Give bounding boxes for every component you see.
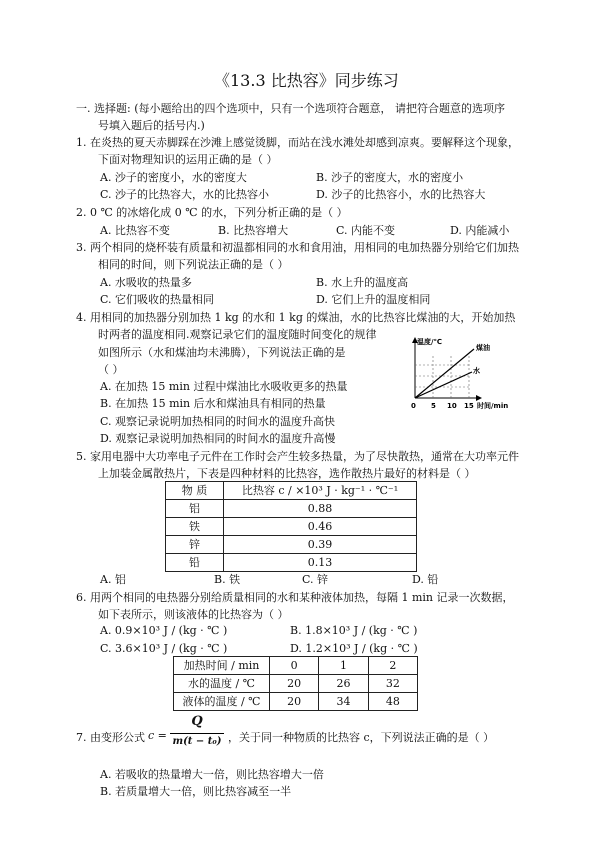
q2-option-d: D. 内能减小 xyxy=(450,224,510,237)
x-tick: 5 xyxy=(431,402,436,410)
q7-formula-lhs: c = xyxy=(148,729,167,742)
table-cell: 0 xyxy=(270,657,319,675)
water-label: 水 xyxy=(473,367,480,375)
q5-option-a: A. 铝 xyxy=(100,573,126,586)
table-cell: 水的温度 / ℃ xyxy=(174,675,270,693)
table-row xyxy=(166,482,417,500)
q1-option-c: C. 沙子的比热容大，水的比热容小 xyxy=(100,188,270,201)
q3-option-d: D. 它们上升的温度相同 xyxy=(316,293,431,306)
kerosene-label: 煤油 xyxy=(476,344,490,352)
q5-option-c: C. 锌 xyxy=(302,573,329,586)
q4-option-a: A. 在加热 15 min 过程中煤油比水吸收更多的热量 xyxy=(100,380,348,393)
q1-option-d: D. 沙子的比热容小，水的比热容大 xyxy=(316,188,486,201)
table-header: 比热容 c / ×10³ J · kg⁻¹ · ℃⁻¹ xyxy=(224,482,417,500)
q3-option-c: C. 它们吸收的热量相同 xyxy=(100,293,215,306)
x-tick: 10 xyxy=(447,402,457,410)
q5-stem: 5. 家用电器中大功率电子元件在工作时会产生较多热量，为了尽快散热，通常在大功率元件 xyxy=(76,450,519,463)
table-cell: 1 xyxy=(319,657,368,675)
q2-option-b: B. 比热容增大 xyxy=(218,224,289,237)
q2-stem: 2. 0 ℃ 的冰熔化成 0 ℃ 的水，下列分析正确的是（ ） xyxy=(76,206,348,219)
table-cell: 铁 xyxy=(166,518,224,536)
table-cell: 2 xyxy=(368,657,417,675)
q1-stem-cont: 下面对物理知识的运用正确的是（ ） xyxy=(98,153,278,166)
table-cell: 铅 xyxy=(166,554,224,572)
q5-option-d: D. 铅 xyxy=(412,573,439,586)
table-cell: 0.88 xyxy=(224,500,417,518)
q4-stem-cont: 时两者的温度相同.观察记录它们的温度随时间变化的规律 xyxy=(98,328,377,341)
table-header: 物 质 xyxy=(166,482,224,500)
q5-option-b: B. 铁 xyxy=(214,573,241,586)
x-tick: 15 xyxy=(464,402,474,410)
heating-data-table xyxy=(173,656,418,711)
table-row xyxy=(166,536,417,554)
temperature-time-graph xyxy=(405,335,517,415)
q7-option-a: A. 若吸收的热量增大一倍，则比热容增大一倍 xyxy=(100,768,324,781)
table-row xyxy=(174,675,418,693)
table-cell: 20 xyxy=(270,675,319,693)
q2-option-c: C. 内能不变 xyxy=(336,224,396,237)
section-heading: 一. 选择题: (每小题给出的四个选项中，只有一个选项符合题意， 请把符合题意的选项序 xyxy=(76,102,505,115)
table-row xyxy=(166,500,417,518)
table-cell: 加热时间 / min xyxy=(174,657,270,675)
q7-formula-denominator: m(t − t₀) xyxy=(172,736,222,747)
q6-stem: 6. 用两个相同的电热器分别给质量相同的水和某种液体加热，每隔 1 min 记录一次数据， xyxy=(76,591,514,604)
specific-heat-table xyxy=(165,481,417,572)
q7-option-b: B. 若质量增大一倍，则比热容减至一半 xyxy=(100,785,292,798)
q3-stem: 3. 两个相同的烧杯装有质量和初温都相同的水和食用油，用相同的电加热器分别给它们加热 xyxy=(76,241,519,254)
q4-answer-bracket: （ ） xyxy=(98,363,124,376)
q2-option-a: A. 比热容不变 xyxy=(100,224,170,237)
q6-option-b: B. 1.8×10³ J / (kg · ℃ ) xyxy=(290,624,418,637)
table-cell: 0.39 xyxy=(224,536,417,554)
q5-stem-cont: 上加装金属散热片，下表是四种材料的比热容，选作散热片最好的材料是（ ） xyxy=(98,467,476,480)
table-row xyxy=(174,657,418,675)
table-row xyxy=(174,693,418,711)
q7-fraction-bar xyxy=(170,733,224,734)
table-cell: 20 xyxy=(270,693,319,711)
q4-option-c: C. 观察记录说明加热相同的时间水的温度升高快 xyxy=(100,415,336,428)
table-cell: 铝 xyxy=(166,500,224,518)
table-cell: 26 xyxy=(319,675,368,693)
table-cell: 48 xyxy=(368,693,417,711)
section-heading-cont: 号填入题后的括号内.) xyxy=(98,119,205,132)
q7-stem-post: ，关于同一种物质的比热容 c，下列说法正确的是（ ） xyxy=(228,731,495,744)
q7-formula-numerator: Q xyxy=(191,714,203,729)
q6-option-a: A. 0.9×10³ J / (kg · ℃ ) xyxy=(100,624,228,637)
q1-option-a: A. 沙子的密度小，水的密度大 xyxy=(100,171,247,184)
q6-option-c: C. 3.6×10³ J / (kg · ℃ ) xyxy=(100,642,228,655)
graph-xlabel: 时间/min xyxy=(477,402,509,410)
q3-option-b: B. 水上升的温度高 xyxy=(316,276,409,289)
table-cell: 34 xyxy=(319,693,368,711)
table-row xyxy=(166,554,417,572)
q7-stem-pre: 7. 由变形公式 xyxy=(76,731,145,744)
q6-option-d: D. 1.2×10³ J / (kg · ℃ ) xyxy=(290,642,418,655)
kerosene-line xyxy=(415,349,474,398)
table-cell: 锌 xyxy=(166,536,224,554)
q3-stem-cont: 相同的时间，则下列说法正确的是（ ） xyxy=(98,258,289,271)
table-cell: 0.46 xyxy=(224,518,417,536)
q3-option-a: A. 水吸收的热量多 xyxy=(100,276,192,289)
table-cell: 液体的温度 / ℃ xyxy=(174,693,270,711)
graph-ylabel: 温度/℃ xyxy=(417,338,443,346)
table-cell: 0.13 xyxy=(224,554,417,572)
q1-option-b: B. 沙子的密度大，水的密度小 xyxy=(316,171,464,184)
graph-origin: 0 xyxy=(411,402,416,410)
q4-option-d: D. 观察记录说明加热相同的时间水的温度升高慢 xyxy=(100,432,336,445)
q6-stem-cont: 如下表所示，则该液体的比热容为（ ） xyxy=(98,608,289,621)
q4-stem: 4. 用相同的加热器分别加热 1 kg 的水和 1 kg 的煤油，水的比热容比煤油的大，开始加热 xyxy=(76,311,516,324)
table-cell: 32 xyxy=(368,675,417,693)
q4-option-b: B. 在加热 15 min 后水和煤油具有相同的热量 xyxy=(100,397,326,410)
table-row xyxy=(166,518,417,536)
page-title: 《13.3 比热容》同步练习 xyxy=(214,71,399,90)
q4-stem-cont2: 如图所示（水和煤油均未沸腾），下列说法正确的是 xyxy=(98,346,346,359)
q1-stem: 1. 在炎热的夏天赤脚踩在沙滩上感觉烫脚，而站在浅水滩处却感到凉爽。要解释这个现象， xyxy=(76,136,519,149)
